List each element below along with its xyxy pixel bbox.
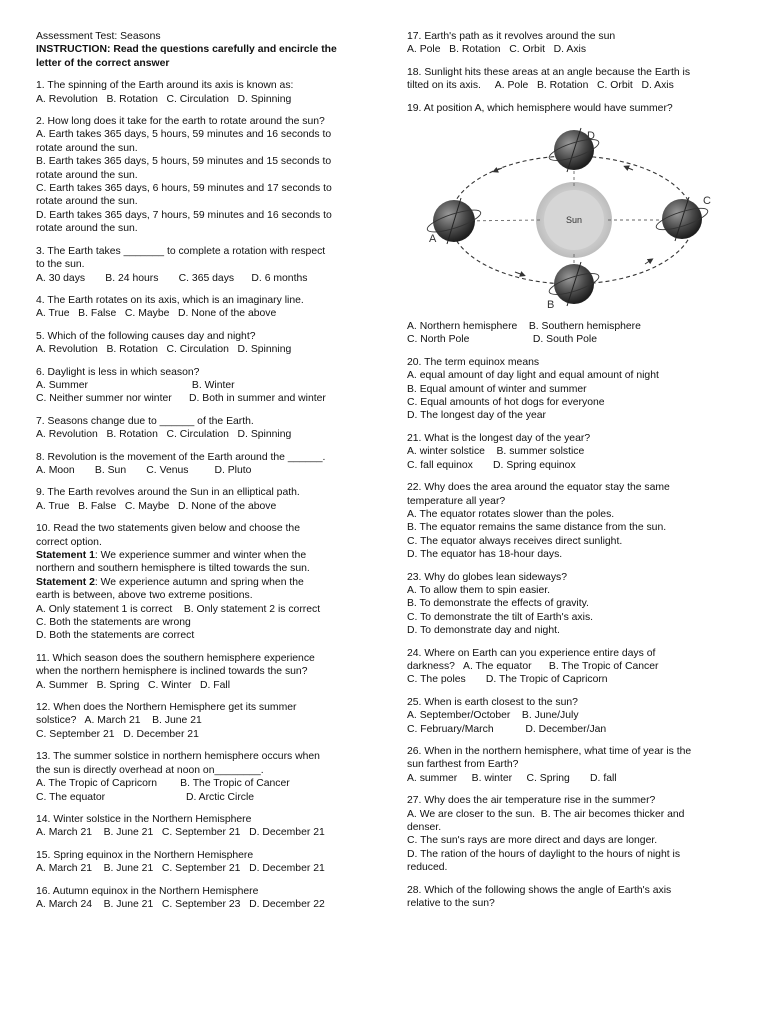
question-block [407,30,733,57]
question-text: A. Moon B. Sun C. Venus D. Pluto [36,464,252,476]
question-text: 22. Why does the area around the equator stay the same [407,482,670,494]
question-text: 6. Daylight is less in which season? [36,366,200,378]
question-line [407,647,733,660]
question-text: D. The equator has 18-hour days. [407,549,563,561]
question-text: B. The equator remains the same distance from the sun. [407,522,667,534]
left-question-list [36,79,366,911]
question-text: B. Earth takes 365 days, 5 hours, 59 minutes and 15 seconds to [36,156,332,168]
question-text: A. The Tropic of Capricorn B. The Tropic of Cancer [36,778,290,790]
question-text: 24. Where on Earth can you experience entire days of [407,647,656,659]
question-block [36,366,366,406]
question-line [407,396,733,409]
question-line [407,794,733,807]
question-text: correct option. [36,536,102,548]
sun-label: Sun [565,215,583,226]
question-line [36,603,366,616]
question-block [36,750,366,804]
position-label-d: D [587,130,595,143]
question-text: 3. The Earth takes _______ to complete a rotation with respect [36,245,326,257]
question-text: A. winter solstice B. summer solstice [407,446,585,458]
question-text: B. To demonstrate the effects of gravity. [407,598,589,610]
question-line [36,115,366,128]
question-text: A. equal amount of day light and equal amount of night [407,370,659,382]
question-line [36,536,366,549]
question-line [407,445,733,458]
question-block [407,696,733,736]
question-text: 19. At position A, which hemisphere would have summer? [407,102,673,114]
question-line [407,597,733,610]
question-block [407,794,733,874]
earth-position-b [547,262,601,311]
question-line [407,79,733,92]
question-line [407,660,733,673]
question-block [36,330,366,357]
question-text: A. March 21 B. June 21 C. September 21 D. December 21 [36,827,325,839]
question-text: 5. Which of the following causes day and night? [36,330,256,342]
question-text: northern and southern hemisphere is tilted towards the sun. [36,563,310,575]
question-text: D. The ration of the hours of daylight to the hours of night is [407,848,681,860]
question-line [36,93,366,106]
question-text: C. February/March D. December/Jan [407,723,607,735]
question-line [36,307,366,320]
question-text: 14. Winter solstice in the Northern Hemisphere [36,813,252,825]
question-line [407,66,733,79]
question-line [36,272,366,285]
question-block [36,451,366,478]
question-text: B. Equal amount of winter and summer [407,383,587,395]
question-block [407,647,733,687]
question-line [407,758,733,771]
question-text: 18. Sunlight hits these areas at an angle because the Earth is [407,66,691,78]
question-line [407,696,733,709]
question-text: reduced. [407,862,448,874]
question-text: darkness? A. The equator B. The Tropic of Cancer [407,660,659,672]
question-text: 21. What is the longest day of the year? [407,432,591,444]
question-line [36,616,366,629]
question-block [407,571,733,638]
question-text: A. Northern hemisphere B. Southern hemisphere [407,321,641,333]
question-line [36,195,366,208]
question-text: D. Earth takes 365 days, 7 hours, 59 minutes and 16 seconds to [36,209,332,221]
question-text: C. Neither summer nor winter D. Both in summer and winter [36,393,326,405]
question-line [407,30,733,43]
question-text: 8. Revolution is the movement of the Earth around the ______. [36,451,326,463]
question-line [407,495,733,508]
question-line [407,481,733,494]
question-line [407,459,733,472]
question-line [407,808,733,821]
question-line [407,821,733,834]
question-block [407,320,733,347]
question-text: A. True B. False C. Maybe D. None of the above [36,308,277,320]
question-text: A. Revolution B. Rotation C. Circulation D. Spinning [36,93,292,105]
question-line [36,728,366,741]
question-text: 7. Seasons change due to ______ of the Earth. [36,415,254,427]
question-block [36,813,366,840]
question-line [407,745,733,758]
question-text: rotate around the sun. [36,196,138,208]
question-text: A. Earth takes 365 days, 5 hours, 59 minutes and 16 seconds to [36,129,332,141]
question-line [36,764,366,777]
question-line [407,432,733,445]
header [36,30,366,70]
question-text: C. Earth takes 365 days, 6 hours, 59 minutes and 17 seconds to [36,183,332,195]
question-text: rotate around the sun. [36,223,138,235]
question-line [407,333,733,346]
orbit-diagram [407,124,733,314]
question-block [36,79,366,106]
question-line [36,777,366,790]
question-text: D. Both the statements are correct [36,630,195,642]
statement-label: Statement 2 [36,576,95,588]
question-block [36,849,366,876]
question-line [36,813,366,826]
question-text: 26. When in the northern hemisphere, what time of year is the [407,746,692,757]
question-text: C. Both the statements are wrong [36,617,191,629]
question-line [36,142,366,155]
question-line [36,155,366,168]
question-line [36,209,366,222]
orbit-arrow [626,167,633,170]
question-line [36,379,366,392]
question-text: 4. The Earth rotates on its axis, which is an imaginary line. [36,294,304,306]
question-line [36,428,366,441]
question-line [407,673,733,686]
question-text: rotate around the sun. [36,142,138,154]
question-block [407,66,733,93]
question-text: 16. Autumn equinox in the Northern Hemisphere [36,885,259,897]
question-line [407,356,733,369]
question-text: 13. The summer solstice in northern hemisphere occurs when [36,751,320,763]
sun [536,182,612,258]
question-text: A. To allow them to spin easier. [407,584,551,596]
question-text: C. The equator D. Arctic Circle [36,791,255,803]
question-line [36,464,366,477]
right-question-list-top [407,30,733,115]
question-line [36,392,366,405]
question-line [36,679,366,692]
orbit-diagram-svg [407,124,733,314]
earth-position-c [654,195,711,241]
question-line [36,665,366,678]
orbit-arrow [515,272,523,275]
question-line [36,652,366,665]
question-text: D. The longest day of the year [407,410,547,422]
question-line [407,548,733,561]
question-line [407,624,733,637]
question-line [407,320,733,333]
question-line [407,584,733,597]
question-text: A. Summer B. Winter [36,379,235,391]
question-text: A. The equator rotates slower than the poles. [407,508,615,520]
question-line [407,834,733,847]
question-line [36,415,366,428]
earth-position-d [547,128,601,172]
question-text: C. Equal amounts of hot dogs for everyone [407,397,605,409]
question-text: 17. Earth's path as it revolves around the sun [407,31,616,42]
question-line [407,508,733,521]
question-line [407,709,733,722]
question-text: : We experience autumn and spring when the [94,576,304,588]
question-line [36,500,366,513]
question-block [36,245,366,285]
orbit-arrow [645,260,651,264]
question-line [407,535,733,548]
right-question-list-bottom [407,320,733,910]
question-line [407,611,733,624]
question-block [407,745,733,785]
question-line [36,701,366,714]
question-text: A. True B. False C. Maybe D. None of the above [36,500,277,512]
question-text: 11. Which season does the southern hemisphere experience [36,652,315,664]
question-block [407,356,733,423]
instruction-line: letter of the correct answer [36,57,170,69]
question-line [407,861,733,874]
position-label-a: A [429,233,437,246]
question-line [36,791,366,804]
question-text: 28. Which of the following shows the angle of Earth's axis [407,884,672,896]
question-text: relative to the sun? [407,898,495,910]
question-line [36,258,366,271]
question-text: 12. When does the Northern Hemisphere get its summer [36,702,297,714]
question-block [36,294,366,321]
question-block [36,415,366,442]
question-line [407,884,733,897]
question-text: C. The sun's rays are more direct and days are longer. [407,835,658,847]
question-line [36,885,366,898]
question-text: C. fall equinox D. Spring equinox [407,459,576,471]
question-block [36,522,366,643]
question-line [36,182,366,195]
question-text: C. The equator always receives direct sunlight. [407,535,623,547]
question-line [407,521,733,534]
question-line [36,826,366,839]
question-line [36,222,366,235]
question-text: D. To demonstrate day and night. [407,625,560,637]
question-line [36,714,366,727]
question-text: 20. The term equinox means [407,356,540,368]
question-line [36,294,366,307]
question-block [407,884,733,911]
question-line [36,366,366,379]
question-line [36,169,366,182]
question-text: C. North Pole D. South Pole [407,334,597,346]
question-line [36,898,366,911]
test-title: Assessment Test: Seasons [36,31,161,42]
question-line [36,589,366,602]
question-line [36,629,366,642]
question-text: A. September/October B. June/July [407,710,579,722]
question-block [36,486,366,513]
question-text: 10. Read the two statements given below and choose the [36,523,300,535]
question-text: A. Only statement 1 is correct B. Only statement 2 is correct [36,603,321,615]
question-text: solstice? A. March 21 B. June 21 [36,715,202,727]
question-line [36,486,366,499]
question-line [407,897,733,910]
question-text: tilted on its axis. A. Pole B. Rotation C. Orbit D. Axis [407,80,674,92]
question-line [36,549,366,562]
left-column [36,30,366,920]
question-text: 15. Spring equinox in the Northern Hemisphere [36,849,254,861]
question-text: 2. How long does it take for the earth to rotate around the sun? [36,116,325,128]
question-block [36,652,366,692]
question-line [36,522,366,535]
question-text: 27. Why does the air temperature rise in the summer? [407,795,656,807]
question-block [407,102,733,115]
question-line [407,43,733,56]
question-line [36,451,366,464]
question-text: A. March 24 B. June 21 C. September 23 D. December 22 [36,898,325,910]
question-text: A. Revolution B. Rotation C. Circulation D. Spinning [36,344,292,356]
statement-label: Statement 1 [36,550,95,561]
question-text: when the northern hemisphere is inclined towards the sun? [36,666,308,678]
question-block [36,115,366,236]
question-text: : We experience summer and winter when the [94,550,307,561]
question-line [407,772,733,785]
instruction-line: INSTRUCTION: Read the questions carefully and encircle the [36,44,337,56]
question-text: A. Pole B. Rotation C. Orbit D. Axis [407,44,587,56]
question-text: A. We are closer to the sun. B. The air becomes thicker and [407,808,685,820]
question-block [36,701,366,741]
question-line [36,862,366,875]
question-line [407,571,733,584]
question-text: temperature all year? [407,495,506,507]
question-text: 25. When is earth closest to the sun? [407,696,578,708]
question-text: A. Revolution B. Rotation C. Circulation D. Spinning [36,429,292,441]
question-line [407,369,733,382]
question-line [36,79,366,92]
question-block [36,885,366,912]
question-line [36,343,366,356]
question-line [36,330,366,343]
question-text: A. Summer B. Spring C. Winter D. Fall [36,679,231,691]
question-text: denser. [407,822,442,834]
question-text: earth is between, above two extreme positions. [36,590,253,602]
question-line [36,128,366,141]
right-column [407,30,733,919]
question-line [36,562,366,575]
question-line [407,723,733,736]
question-block [407,481,733,561]
question-line [407,102,733,115]
question-text: sun farthest from Earth? [407,759,519,771]
question-text: C. September 21 D. December 21 [36,728,199,740]
question-text: to the sun. [36,259,85,271]
question-block [407,432,733,472]
question-text: 9. The Earth revolves around the Sun in an elliptical path. [36,487,300,499]
question-text: C. The poles D. The Tropic of Capricorn [407,674,608,686]
question-text: A. summer B. winter C. Spring D. fall [407,772,617,784]
question-text: C. To demonstrate the tilt of Earth's axis. [407,611,594,623]
question-text: A. March 21 B. June 21 C. September 21 D. December 21 [36,863,325,875]
earth-position-a [425,198,483,245]
question-line [407,383,733,396]
question-line [36,576,366,589]
position-label-c: C [703,195,711,208]
question-line [36,245,366,258]
question-text: 23. Why do globes lean sideways? [407,571,567,583]
question-line [407,848,733,861]
question-text: the sun is directly overhead at noon on________. [36,764,264,776]
question-text: A. 30 days B. 24 hours C. 365 days D. 6 months [36,272,308,284]
question-line [36,750,366,763]
question-line [407,409,733,422]
position-label-b: B [547,299,555,312]
question-text: rotate around the sun. [36,169,138,181]
question-line [36,849,366,862]
question-text: 1. The spinning of the Earth around its axis is known as: [36,80,294,92]
